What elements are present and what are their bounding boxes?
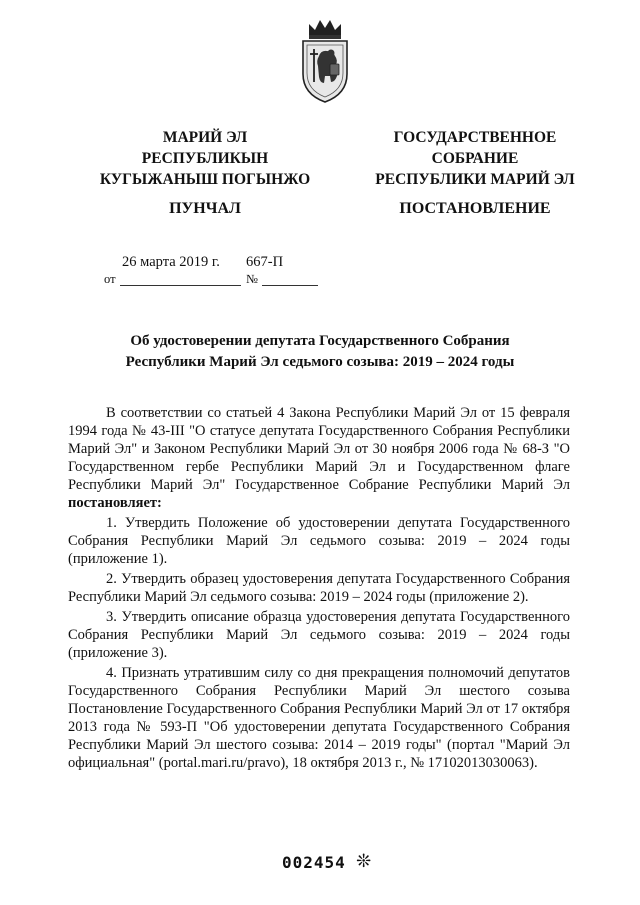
title-line-1: Об удостоверении депутата Государственного Собрания [130,333,510,349]
number-label: № [246,272,258,286]
preamble-paragraph [68,404,570,512]
header-left-line-1: МАРИЙ ЭЛ [162,129,248,146]
act-type-russian: ПОСТАНОВЛЕНИЕ [399,200,551,217]
header-right-line-2: СОБРАНИЕ [431,150,519,167]
serial-number: 002454 [282,853,346,872]
date-underline [120,285,241,286]
header-left-line-2: РЕСПУБЛИКЫН [141,150,269,167]
coat-of-arms-emblem [297,16,353,106]
item-2: 2. Утвердить образец удостоверения депутата Государственного Собрания Республики Марий Эл седьмого созыва: 2019 – 2024 годы (приложение 2). [68,571,570,605]
preamble-bold-verb: постановляет: [68,495,162,511]
preamble-text: В соответствии со статьей 4 Закона Республики Марий Эл от 15 февраля 1994 года № 43-III "О статусе депутата Государственного Собрания Республики Марий Эл" и Законом Республики Марий Эл от 30 ноября 2006 года № 68-З "О Государственном гербе Республики Марий Эл и Государственном флаге Республики Марий Эл" Государственное Собрание Республики Марий Эл [68,405,570,493]
header-right-line-1: ГОСУДАРСТВЕННОЕ [393,129,557,146]
header-right-line-3: РЕСПУБЛИКИ МАРИЙ ЭЛ [375,171,575,188]
header-left-mari [60,127,350,190]
header-right-russian [350,127,600,190]
act-type-mari: ПУНЧАЛ [169,200,241,217]
item-3: 3. Утвердить описание образца удостоверения депутата Государственного Собрания Республики Марий Эл седьмого созыва: 2019 – 2024 годы (приложение 3). [68,609,570,661]
date-number-line [104,254,334,290]
resolution-date: 26 марта 2019 г. [122,254,220,270]
from-label: от [104,272,116,286]
item-1: 1. Утвердить Положение об удостоверении депутата Государственного Собрания Республики Марий Эл седьмого созыва: 2019 – 2024 годы (приложение 1). [68,515,570,567]
number-underline [262,285,318,286]
asterisk-mark-icon: ❊ [356,851,372,872]
title-line-2: Республики Марий Эл седьмого созыва: 2019 – 2024 годы [125,354,515,370]
item-4: 4. Признать утратившим силу со дня прекращения полномочий депутатов Государственного Собрания Республики Марий Эл шестого созыва Постановление Государственного Собрания Республики Марий Эл от 17 октября 2013 года № 593-П "Об удостоверении депутата Государственного Собрания Республики Марий Эл шестого созыва: 2014 – 2019 годы" (портал "Марий Эл официальная" (portal.mari.ru/pravo), 18 октября 2013 г., № 17102013030063). [68,665,570,771]
document-body [68,404,570,774]
document-title [80,331,560,373]
header-left-line-3: КУГЫЖАНЫШ ПОГЫНЖО [99,171,311,188]
resolution-number: 667-П [246,254,284,270]
